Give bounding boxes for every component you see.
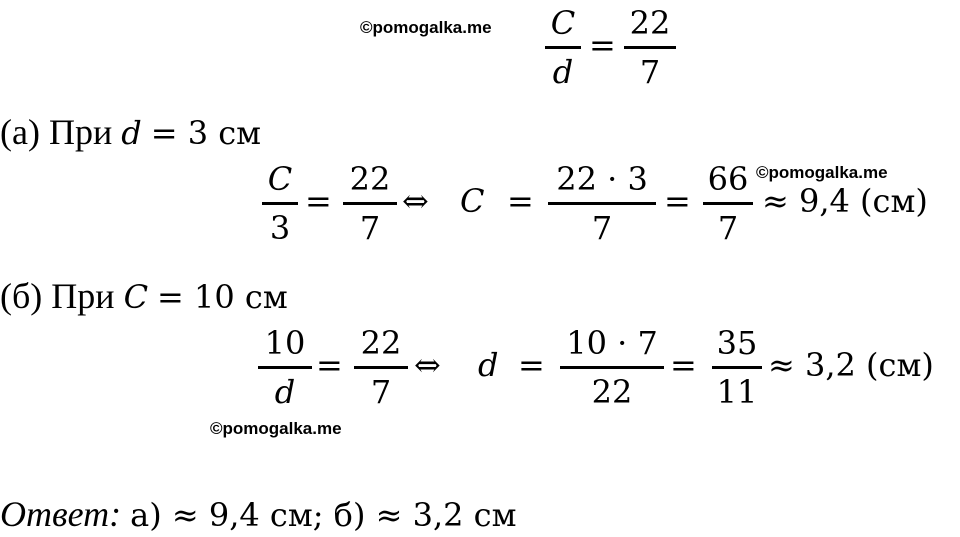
part-b-label: (б) При — [0, 276, 115, 316]
part-a-variable: d — [121, 114, 142, 152]
answer-text: а) ≈ 9,4 см; б) ≈ 3,2 см — [130, 496, 517, 534]
formula-denominator: d — [552, 53, 574, 91]
part-b-f3-denominator: 22 — [591, 373, 633, 411]
part-a-equals-1: = — [305, 182, 332, 220]
part-b-f1-numerator: 10 — [264, 324, 306, 362]
part-a-fraction-3 — [548, 160, 656, 247]
part-a-f4-numerator: 66 — [707, 160, 749, 198]
part-a-f2-numerator: 22 — [349, 160, 391, 198]
part-a-f2-denominator: 7 — [359, 209, 381, 247]
part-b-variable: C — [123, 278, 149, 316]
part-b-f2-denominator: 7 — [370, 373, 392, 411]
fraction-bar — [712, 366, 762, 369]
part-a-f3-numerator: 22 · 3 — [556, 160, 648, 198]
part-a-fraction-4 — [703, 160, 753, 247]
answer-label: Ответ: — [0, 494, 122, 534]
part-a-f1-numerator: C — [267, 160, 293, 198]
part-b-fraction-1 — [258, 324, 312, 411]
formula-fraction-22-7 — [624, 4, 676, 91]
part-a-fraction-2 — [343, 160, 397, 247]
part-a-equals-2: = — [507, 182, 534, 220]
fraction-bar — [262, 202, 298, 205]
fraction-bar — [548, 202, 656, 205]
part-a-f3-denominator: 7 — [591, 209, 613, 247]
watermark-top: ©pomogalka.me — [360, 18, 492, 37]
fraction-bar — [258, 366, 312, 369]
fraction-bar — [343, 202, 397, 205]
part-a-f4-denominator: 7 — [717, 209, 739, 247]
fraction-bar — [560, 366, 664, 369]
formula-fraction-c-d — [545, 4, 581, 91]
part-a-label: (а) При — [0, 112, 113, 152]
part-b-f4-numerator: 35 — [716, 324, 758, 362]
part-b-fraction-4 — [712, 324, 762, 411]
part-b-iff-arrow: ⇔ — [414, 346, 441, 384]
part-b-equals-1: = — [316, 346, 343, 384]
part-a-iff-arrow: ⇔ — [402, 182, 429, 220]
part-a-equals-3: = — [664, 182, 691, 220]
part-b-fraction-3 — [560, 324, 664, 411]
part-b-variable-2: d — [478, 346, 499, 384]
part-a-variable-2: C — [460, 182, 485, 220]
formula-equals: = — [589, 26, 616, 64]
part-b-result: ≈ 3,2 (см) — [768, 346, 934, 384]
part-b-condition: = 10 см — [157, 278, 288, 316]
formula-numerator-2: 22 — [629, 4, 671, 42]
part-b-f4-denominator: 11 — [716, 373, 758, 411]
part-a-f1-denominator: 3 — [269, 209, 291, 247]
formula-denominator-2: 7 — [639, 53, 661, 91]
fraction-bar — [624, 46, 676, 49]
watermark-middle: ©pomogalka.me — [756, 163, 888, 182]
part-b-equals-3: = — [670, 346, 697, 384]
part-a-condition: = 3 см — [150, 114, 262, 152]
fraction-bar — [545, 46, 581, 49]
part-a-heading — [0, 112, 261, 153]
part-b-f2-numerator: 22 — [360, 324, 402, 362]
fraction-bar — [703, 202, 753, 205]
answer-line — [0, 494, 516, 535]
fraction-bar — [354, 366, 408, 369]
watermark-bottom: ©pomogalka.me — [210, 419, 342, 438]
part-b-fraction-2 — [354, 324, 408, 411]
part-b-f3-numerator: 10 · 7 — [566, 324, 658, 362]
formula-numerator: C — [550, 4, 576, 42]
part-b-heading — [0, 276, 288, 317]
part-b-equals-2: = — [518, 346, 545, 384]
part-a-fraction-1 — [262, 160, 298, 247]
part-b-f1-denominator: d — [274, 373, 296, 411]
part-a-result: ≈ 9,4 (см) — [762, 182, 928, 220]
